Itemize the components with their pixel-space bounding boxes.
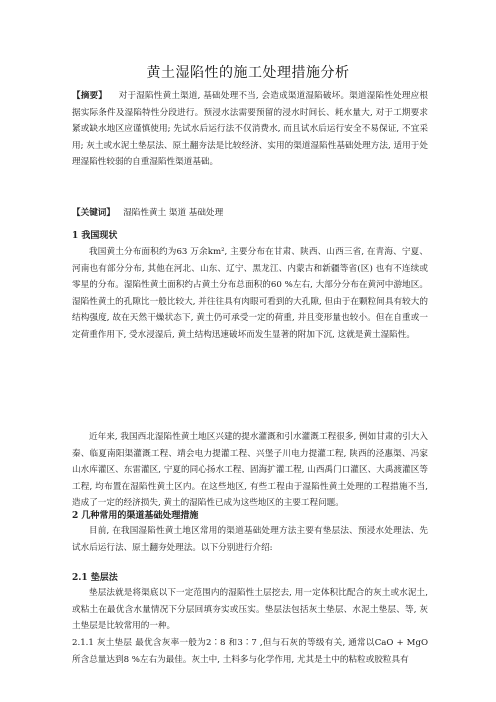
section-heading-2: 2 几种常用的渠道基础处理措施 xyxy=(72,511,199,521)
abstract-text: 对于湿陷性黄土渠道, 基础处理不当, 会造成渠道湿陷破坏。渠道湿陷性处理应根据实际条件及湿陷特性分段进行。预浸水法需要预留的浸水时间长、耗水量大, 对于工期要求紧或缺水地区应谨慎使用; 先试水后运行法不仅消费水, 而且试水后运行安全不易保证, 不宜采用; 灰土或水泥土垫层法、原土翻夯法是比较经济、实用的渠道湿陷性基础处理方法, 适用于处理湿陷性较弱的自重湿陷性渠道基础。 xyxy=(72,91,428,168)
paragraph-cushion-method: 垫层法就是将渠底以下一定范围内的湿陷性土层挖去, 用一定体积比配合的灰土或水泥土, 或粘土在最优含水量情况下分层回填夯实或压实。垫层法包括灰土垫层、水泥土垫层、等, 灰土垫层是比较常用的一种。 xyxy=(72,588,428,632)
paragraph-lime-soil-cushion: 2.1.1 灰土垫层 最优含灰率一般为2∶8 和3∶7 ,但与石灰的等级有关, 通常以CaO + MgO 所含总量达到8 %左右为最佳。灰土中, 土料多与化学作用, 尤其是土中的粘粒或胶粒具有 xyxy=(72,638,428,665)
keywords-text: 湿陷性黄土 渠道 基础处理 xyxy=(123,208,224,218)
paragraph-current-status: 我国黄土分布面积约为63 万余km², 主要分布在甘肃、陕西、山西三省, 在青海、宁夏、河南也有部分分布, 其他在河北、山东、辽宁、黑龙江、内蒙古和新疆等省(区) 也有不连续或零星的分布。湿陷性黄土面积约占黄土分布总面积的60 %左右, 大部分分布在黄河中游地区。湿陷性黄土的孔隙比一般比较大, 并往往具有肉眼可看到的大孔隙, 但由于在颗粒间具有较大的结构强度, 故在天然干燥状态下, 黄土仍可承受一定的荷重, 并且变形量也较小。但在自重或一定荷重作用下, 受水浸湿后, 黄土结构迅速破坏而发生显著的附加下沉, 这就是黄土湿陷性。 xyxy=(72,247,428,340)
abstract-label: 【摘要】 xyxy=(72,91,108,101)
section-heading-2-1: 2.1 垫层法 xyxy=(72,573,118,583)
keywords-paragraph xyxy=(72,205,428,222)
paragraph-methods-intro: 目前, 在我国湿陷性黄土地区常用的渠道基础处理方法主要有垫层法、预浸水处理法、先试水后运行法、原土翻夯处理法。以下分别进行介绍: xyxy=(72,526,428,553)
section-heading-1: 1 我国现状 xyxy=(72,231,118,241)
paragraph-projects: 近年来, 我国西北湿陷性黄土地区兴建的提水灌溉和引水灌溉工程很多, 例如甘肃的引大入秦、临夏南阳渠灌溉工程、靖会电力提灌工程、兴堡子川电力提灌工程, 陕西的泾惠渠、冯家山水库灌区、东雷灌区, 宁夏的同心扬水工程、固海扩灌工程, 山西禹门口灌区、大禹渡灌区等工程, 均布置在湿陷性黄土区内。在这些地区, 有些工程由于湿陷性黄土处理的工程措施不当, 造成了一定的经济损失, 黄土的湿陷性已成为这些地区的主要工程问题。 xyxy=(72,432,428,509)
abstract-paragraph xyxy=(72,88,428,171)
document-title: 黄土湿陷性的施工处理措施分析 xyxy=(146,65,350,81)
keywords-label: 【关键词】 xyxy=(72,208,115,218)
